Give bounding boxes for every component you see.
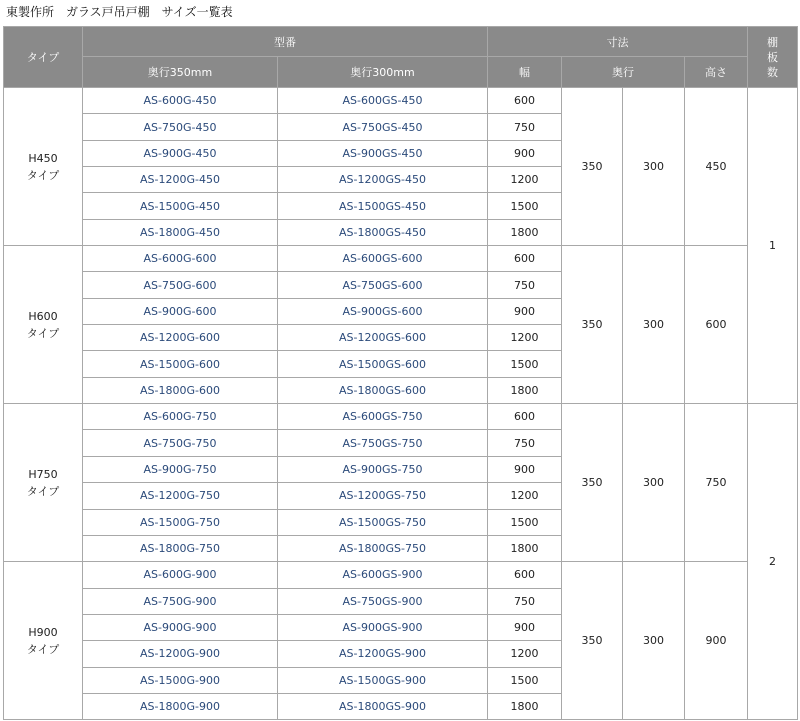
model-300-cell: AS-1500GS-450 [278, 193, 488, 219]
type-cell [4, 88, 83, 246]
type-cell [4, 246, 83, 404]
height-cell: 750 [685, 404, 748, 562]
height-cell: 600 [685, 246, 748, 404]
model-350-cell: AS-900G-450 [83, 140, 278, 166]
model-350-cell: AS-1200G-750 [83, 483, 278, 509]
shelf-count-cell: 2 [748, 404, 798, 720]
model-300-cell: AS-900GS-600 [278, 298, 488, 324]
model-300-cell: AS-900GS-450 [278, 140, 488, 166]
width-cell: 900 [488, 456, 562, 482]
model-300-cell: AS-1500GS-750 [278, 509, 488, 535]
header-shelf-count [748, 27, 798, 88]
model-300-cell: AS-1200GS-750 [278, 483, 488, 509]
model-350-cell: AS-1500G-450 [83, 193, 278, 219]
type-cell [4, 404, 83, 562]
width-cell: 1200 [488, 167, 562, 193]
shelf-count-cell: 1 [748, 88, 798, 404]
model-300-cell: AS-1800GS-450 [278, 219, 488, 245]
header-shelf-count-char: 板 [767, 50, 778, 64]
type-label: H900 [28, 625, 58, 639]
table-row [4, 246, 798, 272]
model-350-cell: AS-900G-600 [83, 298, 278, 324]
depth-b-cell: 300 [623, 88, 685, 246]
header-dimensions: 寸法 [488, 27, 748, 57]
model-300-cell: AS-750GS-900 [278, 588, 488, 614]
header-shelf-count-char: 数 [767, 65, 778, 79]
model-300-cell: AS-900GS-750 [278, 456, 488, 482]
width-cell: 750 [488, 588, 562, 614]
depth-a-cell: 350 [562, 562, 623, 720]
model-300-cell: AS-750GS-600 [278, 272, 488, 298]
model-300-cell: AS-900GS-900 [278, 614, 488, 640]
width-cell: 750 [488, 272, 562, 298]
type-label: H600 [28, 309, 58, 323]
width-cell: 1800 [488, 219, 562, 245]
width-cell: 600 [488, 562, 562, 588]
model-350-cell: AS-1500G-600 [83, 351, 278, 377]
model-350-cell: AS-600G-600 [83, 246, 278, 272]
size-table [3, 26, 798, 720]
depth-b-cell: 300 [623, 246, 685, 404]
depth-b-cell: 300 [623, 404, 685, 562]
header-depth: 奥行 [562, 57, 685, 88]
header-model: 型番 [83, 27, 488, 57]
width-cell: 600 [488, 88, 562, 114]
model-300-cell: AS-600GS-750 [278, 404, 488, 430]
depth-a-cell: 350 [562, 88, 623, 246]
width-cell: 1200 [488, 325, 562, 351]
type-label: H750 [28, 467, 58, 481]
model-350-cell: AS-750G-900 [83, 588, 278, 614]
width-cell: 900 [488, 140, 562, 166]
model-350-cell: AS-1500G-750 [83, 509, 278, 535]
model-300-cell: AS-600GS-600 [278, 246, 488, 272]
model-300-cell: AS-600GS-450 [278, 88, 488, 114]
width-cell: 600 [488, 404, 562, 430]
model-350-cell: AS-1200G-600 [83, 325, 278, 351]
header-type: タイプ [4, 27, 83, 88]
model-350-cell: AS-900G-750 [83, 456, 278, 482]
table-row [4, 88, 798, 114]
width-cell: 1200 [488, 641, 562, 667]
type-label: H450 [28, 151, 58, 165]
model-300-cell: AS-1500GS-600 [278, 351, 488, 377]
header-depth-350: 奥行350mm [83, 57, 278, 88]
width-cell: 1800 [488, 693, 562, 719]
model-350-cell: AS-1200G-450 [83, 167, 278, 193]
model-350-cell: AS-1800G-750 [83, 535, 278, 561]
model-350-cell: AS-750G-750 [83, 430, 278, 456]
width-cell: 900 [488, 298, 562, 324]
model-300-cell: AS-750GS-450 [278, 114, 488, 140]
header-depth-300: 奥行300mm [278, 57, 488, 88]
model-350-cell: AS-1800G-900 [83, 693, 278, 719]
width-cell: 750 [488, 430, 562, 456]
type-label: タイプ [26, 642, 60, 656]
model-350-cell: AS-750G-450 [83, 114, 278, 140]
height-cell: 450 [685, 88, 748, 246]
width-cell: 1500 [488, 193, 562, 219]
depth-b-cell: 300 [623, 562, 685, 720]
model-300-cell: AS-1800GS-600 [278, 377, 488, 403]
width-cell: 1500 [488, 667, 562, 693]
model-300-cell: AS-1800GS-900 [278, 693, 488, 719]
model-350-cell: AS-1800G-600 [83, 377, 278, 403]
model-300-cell: AS-600GS-900 [278, 562, 488, 588]
model-350-cell: AS-600G-450 [83, 88, 278, 114]
model-300-cell: AS-750GS-750 [278, 430, 488, 456]
model-350-cell: AS-900G-900 [83, 614, 278, 640]
width-cell: 750 [488, 114, 562, 140]
page-title: 東製作所 ガラス戸吊戸棚 サイズ一覧表 [6, 5, 233, 19]
table-row [4, 562, 798, 588]
type-cell [4, 562, 83, 720]
depth-a-cell: 350 [562, 246, 623, 404]
width-cell: 1800 [488, 377, 562, 403]
model-350-cell: AS-1800G-450 [83, 219, 278, 245]
width-cell: 1200 [488, 483, 562, 509]
model-350-cell: AS-600G-750 [83, 404, 278, 430]
width-cell: 900 [488, 614, 562, 640]
width-cell: 1500 [488, 509, 562, 535]
model-300-cell: AS-1200GS-600 [278, 325, 488, 351]
model-350-cell: AS-750G-600 [83, 272, 278, 298]
model-350-cell: AS-1200G-900 [83, 641, 278, 667]
depth-a-cell: 350 [562, 404, 623, 562]
header-width: 幅 [488, 57, 562, 88]
type-label: タイプ [26, 168, 60, 182]
width-cell: 1800 [488, 535, 562, 561]
type-label: タイプ [26, 484, 60, 498]
model-350-cell: AS-600G-900 [83, 562, 278, 588]
header-height: 高さ [685, 57, 748, 88]
height-cell: 900 [685, 562, 748, 720]
model-300-cell: AS-1800GS-750 [278, 535, 488, 561]
width-cell: 1500 [488, 351, 562, 377]
model-300-cell: AS-1500GS-900 [278, 667, 488, 693]
width-cell: 600 [488, 246, 562, 272]
table-body [4, 88, 798, 720]
type-label: タイプ [26, 326, 60, 340]
model-350-cell: AS-1500G-900 [83, 667, 278, 693]
model-300-cell: AS-1200GS-900 [278, 641, 488, 667]
model-300-cell: AS-1200GS-450 [278, 167, 488, 193]
table-row [4, 404, 798, 430]
header-shelf-count-char: 棚 [767, 35, 778, 49]
